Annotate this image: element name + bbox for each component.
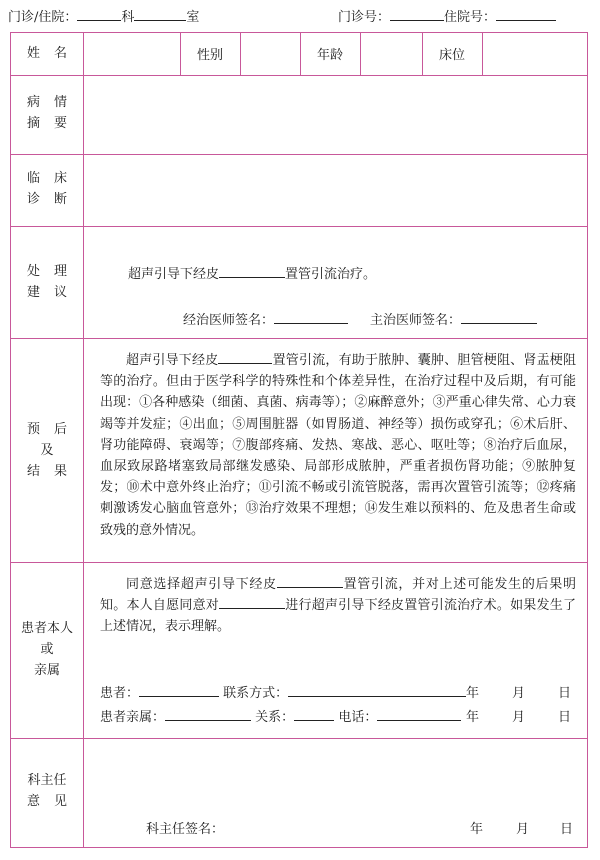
relative-date-year: 年	[466, 710, 480, 725]
attending-signature-line	[370, 309, 537, 328]
attending-sign-blank[interactable]	[461, 312, 537, 324]
treatment-char-4: 议	[54, 285, 68, 300]
name-field[interactable]	[84, 33, 180, 75]
director-label-line-1: 科主任	[27, 773, 67, 788]
prognosis-text-pre: 超声引导下经皮	[126, 353, 219, 368]
condition-char-3: 摘	[26, 116, 40, 131]
treatment-text	[128, 263, 376, 282]
prognosis-char-3: 结	[26, 464, 40, 479]
treatment-char-2: 理	[54, 264, 68, 279]
room-suffix: 室	[186, 10, 200, 25]
dept-suffix: 科	[121, 10, 135, 25]
treatment-text-post: 置管引流治疗。	[285, 267, 377, 282]
clinic-label: 门诊/住院：	[8, 10, 78, 25]
inpatient-no-blank	[496, 9, 556, 21]
relation-blank[interactable]	[294, 709, 334, 721]
doctor-sign-label: 经治医师签名：	[183, 313, 275, 328]
gender-label: 性别	[196, 48, 223, 63]
diagnosis-char-4: 断	[54, 192, 68, 207]
treatment-char-1: 处	[26, 264, 40, 279]
director-date-day: 日	[560, 822, 574, 837]
prognosis-text-body: 置管引流，有助于脓肿、囊肿、胆管梗阻、肾盂梗阻等的治疗。但由于医学科学的特殊性和个体差异性，在治疗过程中及后期，有可能出现：①各种感染（细菌、真菌、病毒等）；②麻醉意外；③严重心律失常、心力衰竭等并发症；④出血；⑤周围脏器（如胃肠道、神经等）损伤或穿孔；⑥术后肝、肾功能障碍、衰竭等；⑦腹部疼痛、发热、寒战、恶心、呕吐等；⑧治疗后血尿，血尿致尿路堵塞致局部继发感染、局部形成脓肿，严重者损伤肾功能；⑨脓肿复发；⑩术中意外终止治疗；⑪引流不畅或引流管脱落，需再次置管引流等；⑫疼痛刺激诱发心脑血管意外；⑬治疗效果不理想；⑭发生难以预料的、危及患者生命或致残的意外情况。	[100, 353, 576, 538]
prognosis-char-mid: 及	[40, 443, 54, 458]
inpatient-no-label: 住院号：	[444, 10, 497, 25]
prognosis-char-1: 预	[26, 422, 40, 437]
consent-text-3: 进行超声引导下经皮置管引流治疗术。如果发生了上述情况，表示理解。	[100, 598, 576, 635]
clinical-diagnosis-label	[10, 168, 84, 210]
consent-text-1: 同意选择超声引导下经皮	[126, 577, 277, 592]
age-label: 年龄	[316, 48, 343, 63]
prognosis-text	[100, 350, 576, 541]
relative-blank[interactable]	[165, 709, 251, 721]
clinical-diagnosis-field[interactable]	[84, 155, 587, 226]
consent-text	[100, 574, 576, 638]
condition-char-2: 情	[54, 95, 68, 110]
row-divider-3	[10, 226, 588, 227]
condition-char-1: 病	[26, 95, 40, 110]
condition-summary-field[interactable]	[84, 76, 587, 154]
age-field[interactable]	[361, 33, 422, 75]
director-opinion-label	[10, 770, 84, 812]
attending-sign-label: 主治医师签名：	[370, 313, 462, 328]
consent-text-2: 置管引流，并对上述可能发生的后果明知。本人自愿同意对	[100, 577, 576, 614]
patient-date-year: 年	[466, 686, 480, 701]
consent-label	[10, 618, 84, 681]
gender-field[interactable]	[241, 33, 300, 75]
relation-label: 关系：	[255, 710, 295, 725]
contact-blank[interactable]	[288, 685, 466, 697]
prognosis-label	[10, 419, 84, 482]
director-signature-line	[146, 818, 224, 837]
condition-char-4: 要	[54, 116, 68, 131]
name-char-2: 名	[54, 46, 68, 61]
relative-label: 患者亲属：	[100, 710, 166, 725]
patient-blank[interactable]	[139, 685, 219, 697]
dept-blank	[77, 9, 121, 21]
consent-label-line-2: 或	[40, 642, 54, 657]
diagnosis-char-3: 诊	[26, 192, 40, 207]
relative-date-month: 月	[512, 710, 526, 725]
consent-label-line-1: 患者本人	[20, 621, 73, 636]
header-clinic	[8, 6, 199, 25]
treatment-blank[interactable]	[219, 266, 285, 278]
director-char-1: 意	[26, 794, 40, 809]
row-divider-4	[10, 338, 588, 339]
patient-date-day: 日	[558, 686, 572, 701]
bed-label: 床位	[438, 48, 465, 63]
patient-signature-line	[100, 682, 466, 701]
treatment-char-3: 建	[26, 285, 40, 300]
director-date-year: 年	[470, 822, 484, 837]
director-date-month: 月	[516, 822, 530, 837]
prognosis-char-2: 后	[54, 422, 68, 437]
phone-label: 电话：	[338, 710, 378, 725]
name-char-1: 姓	[26, 46, 40, 61]
contact-label: 联系方式：	[223, 686, 289, 701]
condition-summary-label	[10, 92, 84, 134]
diagnosis-char-2: 床	[54, 171, 68, 186]
row-divider-5	[10, 562, 588, 563]
patient-label: 患者：	[100, 686, 140, 701]
consent-blank-1[interactable]	[277, 576, 343, 588]
name-label	[10, 43, 84, 64]
doctor-signature-line	[183, 309, 348, 328]
phone-blank[interactable]	[377, 709, 461, 721]
treatment-suggestion-label	[10, 261, 84, 303]
patient-date-month: 月	[512, 686, 526, 701]
outpatient-no-label: 门诊号：	[338, 10, 391, 25]
director-opinion-field[interactable]	[84, 739, 587, 809]
relative-date-day: 日	[558, 710, 572, 725]
director-sign-label: 科主任签名：	[146, 822, 225, 837]
consent-blank-2[interactable]	[219, 597, 285, 609]
director-char-2: 见	[54, 794, 68, 809]
prognosis-char-4: 果	[54, 464, 68, 479]
consent-label-line-3: 亲属	[33, 663, 60, 678]
header-numbers	[338, 6, 556, 25]
diagnosis-char-1: 临	[26, 171, 40, 186]
doctor-sign-blank[interactable]	[274, 312, 348, 324]
prognosis-blank[interactable]	[218, 352, 272, 364]
treatment-text-pre: 超声引导下经皮	[128, 267, 220, 282]
bed-field[interactable]	[483, 33, 587, 75]
room-blank	[134, 9, 186, 21]
outpatient-no-blank	[390, 9, 444, 21]
relative-signature-line	[100, 706, 461, 725]
